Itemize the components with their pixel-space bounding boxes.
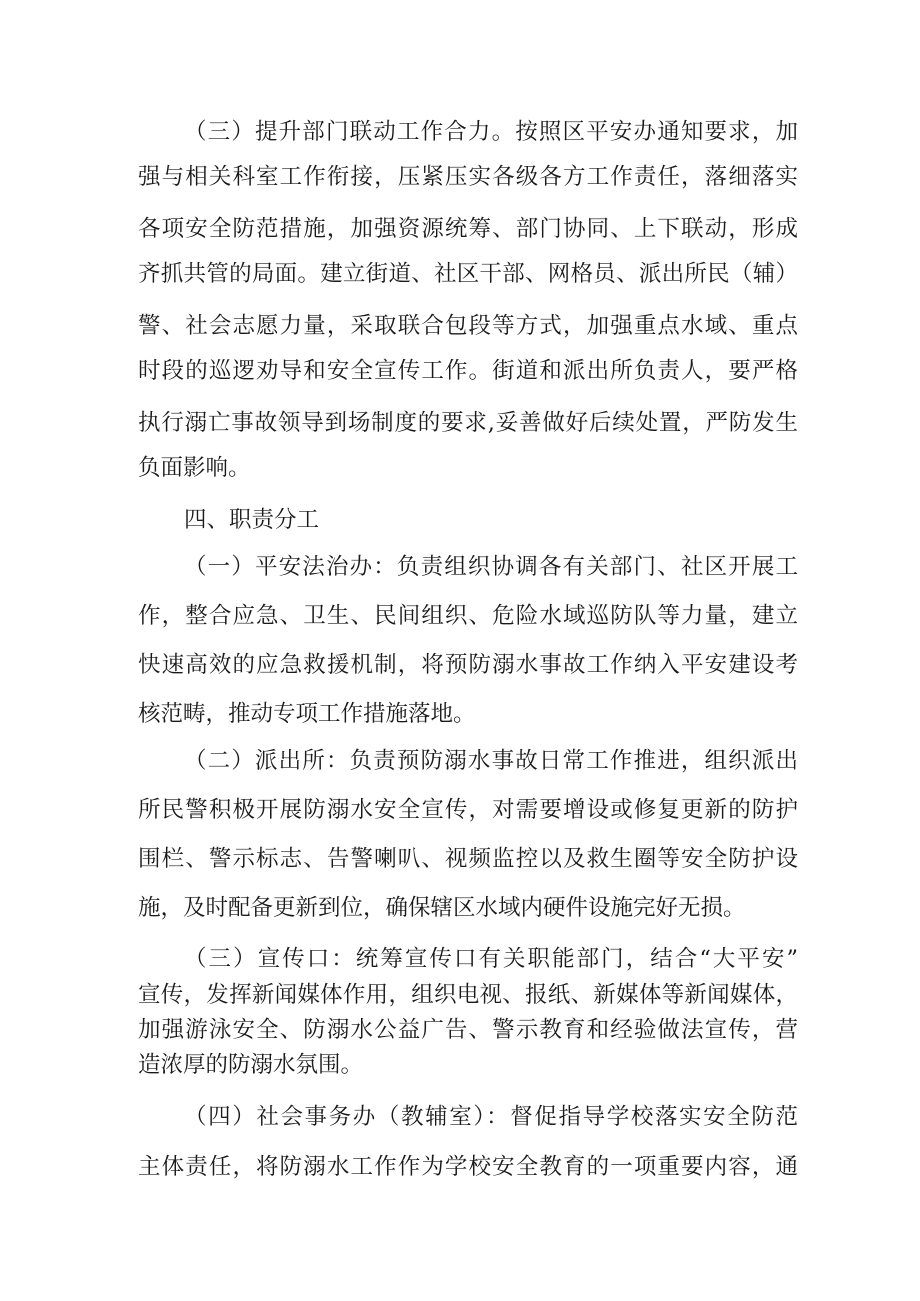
text-line: （一）平安法治办：负责组织协调各有关部门、社区开展工 <box>184 554 798 580</box>
text-line: 主体责任，将防溺水工作作为学校安全教育的一项重要内容，通 <box>138 1154 798 1180</box>
text-line: 所民警积极开展防溺水安全宣传，对需要增设或修复更新的防护 <box>138 797 798 823</box>
text-line: 核范畴，推动专项工作措施落地。 <box>138 701 476 727</box>
text-line: 执行溺亡事故领导到场制度的要求,妥善做好后续处置，严防发生 <box>138 410 798 436</box>
text-line: （二）派出所：负责预防溺水事故日常工作推进，组织派出 <box>184 748 798 774</box>
text-line: 负面影响。 <box>138 455 251 481</box>
text-line: 作，整合应急、卫生、民间组织、危险水域巡防队等力量，建立 <box>138 603 798 629</box>
text-line: 造浓厚的防溺水氛围。 <box>138 1052 364 1078</box>
text-line: 时段的巡逻劝导和安全宣传工作。街道和派出所负责人，要严格 <box>138 358 798 384</box>
text-line: 加强游泳安全、防溺水公益广告、警示教育和经验做法宣传，营 <box>138 1017 798 1043</box>
text-line: 宣传，发挥新闻媒体作用，组织电视、报纸、新媒体等新闻媒体， <box>138 982 798 1008</box>
text-line: （三）宣传口：统筹宣传口有关职能部门，结合“大平安” <box>184 946 798 972</box>
text-line: （四）社会事务办（教辅室）：督促指导学校落实安全防范 <box>184 1104 798 1130</box>
section-heading: 四、职责分工 <box>184 507 320 533</box>
text-line: 施，及时配备更新到位，确保辖区水域内硬件设施完好无损。 <box>138 895 746 921</box>
text-line: 强与相关科室工作衔接，压紧压实各级各方工作责任，落细落实 <box>138 164 798 190</box>
text-line: （三）提升部门联动工作合力。按照区平安办通知要求，加 <box>184 119 798 145</box>
text-line: 各项安全防范措施，加强资源统筹、部门协同、上下联动，形成 <box>138 216 798 242</box>
text-line: 齐抓共管的局面。建立街道、社区干部、网格员、派出所民（辅） <box>138 261 798 287</box>
text-line: 围栏、警示标志、告警喇叭、视频监控以及救生圈等安全防护设 <box>138 846 798 872</box>
text-line: 警、社会志愿力量，采取联合包段等方式，加强重点水域、重点 <box>138 313 798 339</box>
text-line: 快速高效的应急救援机制，将预防溺水事故工作纳入平安建设考 <box>138 652 798 678</box>
